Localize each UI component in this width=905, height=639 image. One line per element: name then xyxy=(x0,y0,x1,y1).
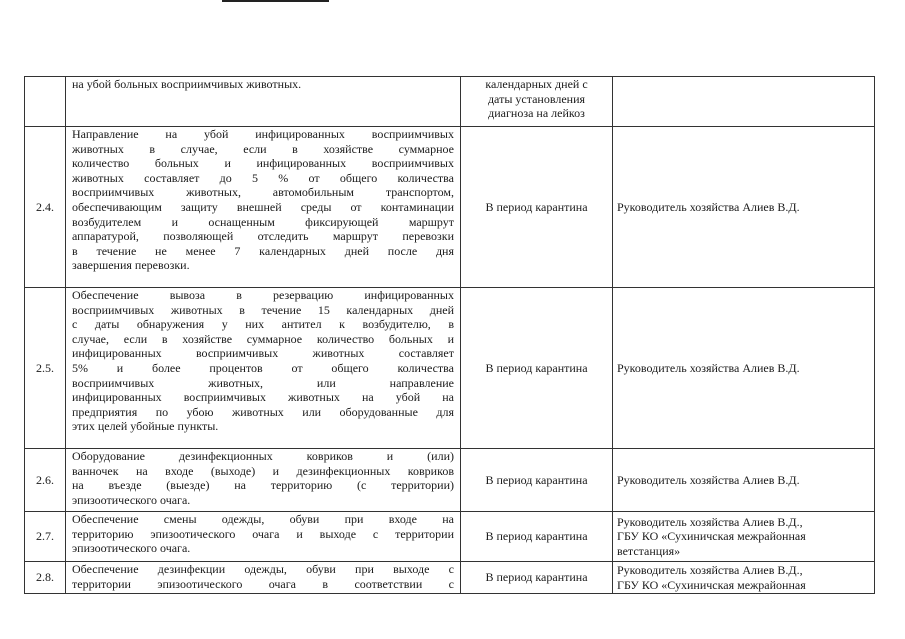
measure-deadline xyxy=(461,77,613,127)
measures-table xyxy=(24,76,875,594)
measure-responsible xyxy=(613,512,875,562)
description-line: восприимчивых животных, автомобильным транспортом, xyxy=(72,185,454,200)
deadline-line: даты установления xyxy=(487,91,586,106)
description-line: животных составляет до 5 % от общего количества xyxy=(72,170,454,185)
measure-description xyxy=(66,562,461,594)
deadline-line: В период карантина xyxy=(485,529,588,544)
description-line: восприимчивых животных в течение 15 календарных дней xyxy=(72,302,454,317)
table-row xyxy=(25,77,875,127)
measures-table-body xyxy=(25,77,875,594)
description-line: на убой больных восприимчивых животных. xyxy=(72,77,302,91)
description-line: 5% и более процентов от общего количества xyxy=(72,360,454,375)
description-line: в течение не менее 7 календарных дней после дня xyxy=(72,243,454,258)
row-number xyxy=(25,77,66,127)
description-line: на въезде (выезде) на территорию (с территории) xyxy=(72,478,454,493)
description-line: завершения перевозки. xyxy=(72,258,190,273)
deadline-line: В период карантина xyxy=(485,199,588,214)
description-line: территорию эпизоотического очага и выходе с территории xyxy=(72,526,454,541)
description-line: Обеспечение вывоза в резервацию инфицированных xyxy=(72,288,454,302)
description-line: восприимчивых животных, или направление xyxy=(72,375,454,390)
deadline-line: В период карантина xyxy=(485,360,588,375)
description-line: количество больных и инфицированных восприимчивых xyxy=(72,156,454,171)
measure-deadline xyxy=(461,449,613,512)
description-line: животных в случае, если в хозяйстве суммарное xyxy=(72,141,454,156)
responsible-line: Руководитель хозяйства Алиев В.Д., xyxy=(617,514,803,529)
table-row xyxy=(25,512,875,562)
description-line: Направление на убой инфицированных восприимчивых xyxy=(72,127,454,141)
measure-deadline xyxy=(461,512,613,562)
description-line: возбудителем и оснащенным фиксирующей маршрут xyxy=(72,214,454,229)
description-line: с даты обнаружения у них антител к возбудителю, в xyxy=(72,317,454,332)
row-number: 2.7. xyxy=(25,512,66,562)
description-line: ванночек на входе (выходе) и дезинфекционных ковриков xyxy=(72,463,454,478)
responsible-line: ГБУ КО «Сухиничская межрайонная xyxy=(617,529,806,544)
description-line: эпизоотического очага. xyxy=(72,492,191,507)
description-line: этих целей убойные пункты. xyxy=(72,419,219,434)
description-line: территории эпизоотического очага в соответствии с xyxy=(72,576,454,591)
measure-description xyxy=(66,512,461,562)
measure-description xyxy=(66,77,461,127)
responsible-line: Руководитель хозяйства Алиев В.Д., xyxy=(617,562,803,577)
description-line: Обеспечение дезинфекции одежды, обуви при выходе с xyxy=(72,562,454,576)
table-row xyxy=(25,562,875,594)
description-line: эпизоотического очага. xyxy=(72,541,191,556)
table-row xyxy=(25,288,875,449)
table-row xyxy=(25,127,875,288)
page-top-rule xyxy=(222,0,329,2)
description-line: Оборудование дезинфекционных ковриков и (или) xyxy=(72,449,454,463)
description-line: инфицированных восприимчивых животных составляет xyxy=(72,346,454,361)
responsible-line: Руководитель хозяйства Алиев В.Д. xyxy=(617,360,800,375)
measure-responsible xyxy=(613,449,875,512)
deadline-line: диагноза на лейкоз xyxy=(488,106,585,121)
description-line: обеспечивающим защиту внешней среды от контаминации xyxy=(72,199,454,214)
deadline-line: В период карантина xyxy=(485,472,588,487)
responsible-line: ГБУ КО «Сухиничская межрайонная xyxy=(617,577,806,592)
deadline-line: В период карантина xyxy=(485,570,588,585)
row-number: 2.8. xyxy=(25,562,66,594)
row-number: 2.6. xyxy=(25,449,66,512)
description-line: инфицированных восприимчивых животных на убой на xyxy=(72,390,454,405)
measure-description xyxy=(66,288,461,449)
row-number: 2.4. xyxy=(25,127,66,288)
responsible-line: ветстанция» xyxy=(617,543,681,558)
row-number: 2.5. xyxy=(25,288,66,449)
measure-responsible xyxy=(613,127,875,288)
measure-responsible xyxy=(613,77,875,127)
deadline-line: календарных дней с xyxy=(485,77,588,91)
measure-deadline xyxy=(461,127,613,288)
description-line: аппаратурой, позволяющей отследить маршрут перевозки xyxy=(72,229,454,244)
measure-responsible xyxy=(613,562,875,594)
responsible-line: Руководитель хозяйства Алиев В.Д. xyxy=(617,472,800,487)
description-line: Обеспечение смены одежды, обуви при входе на xyxy=(72,512,454,526)
table-row xyxy=(25,449,875,512)
measure-deadline xyxy=(461,562,613,594)
measure-description xyxy=(66,449,461,512)
measure-description xyxy=(66,127,461,288)
description-line: случае, если в хозяйстве суммарное количество больных и xyxy=(72,331,454,346)
measure-deadline xyxy=(461,288,613,449)
measure-responsible xyxy=(613,288,875,449)
description-line: предприятия по убою животных или оборудованные для xyxy=(72,404,454,419)
responsible-line: Руководитель хозяйства Алиев В.Д. xyxy=(617,199,800,214)
